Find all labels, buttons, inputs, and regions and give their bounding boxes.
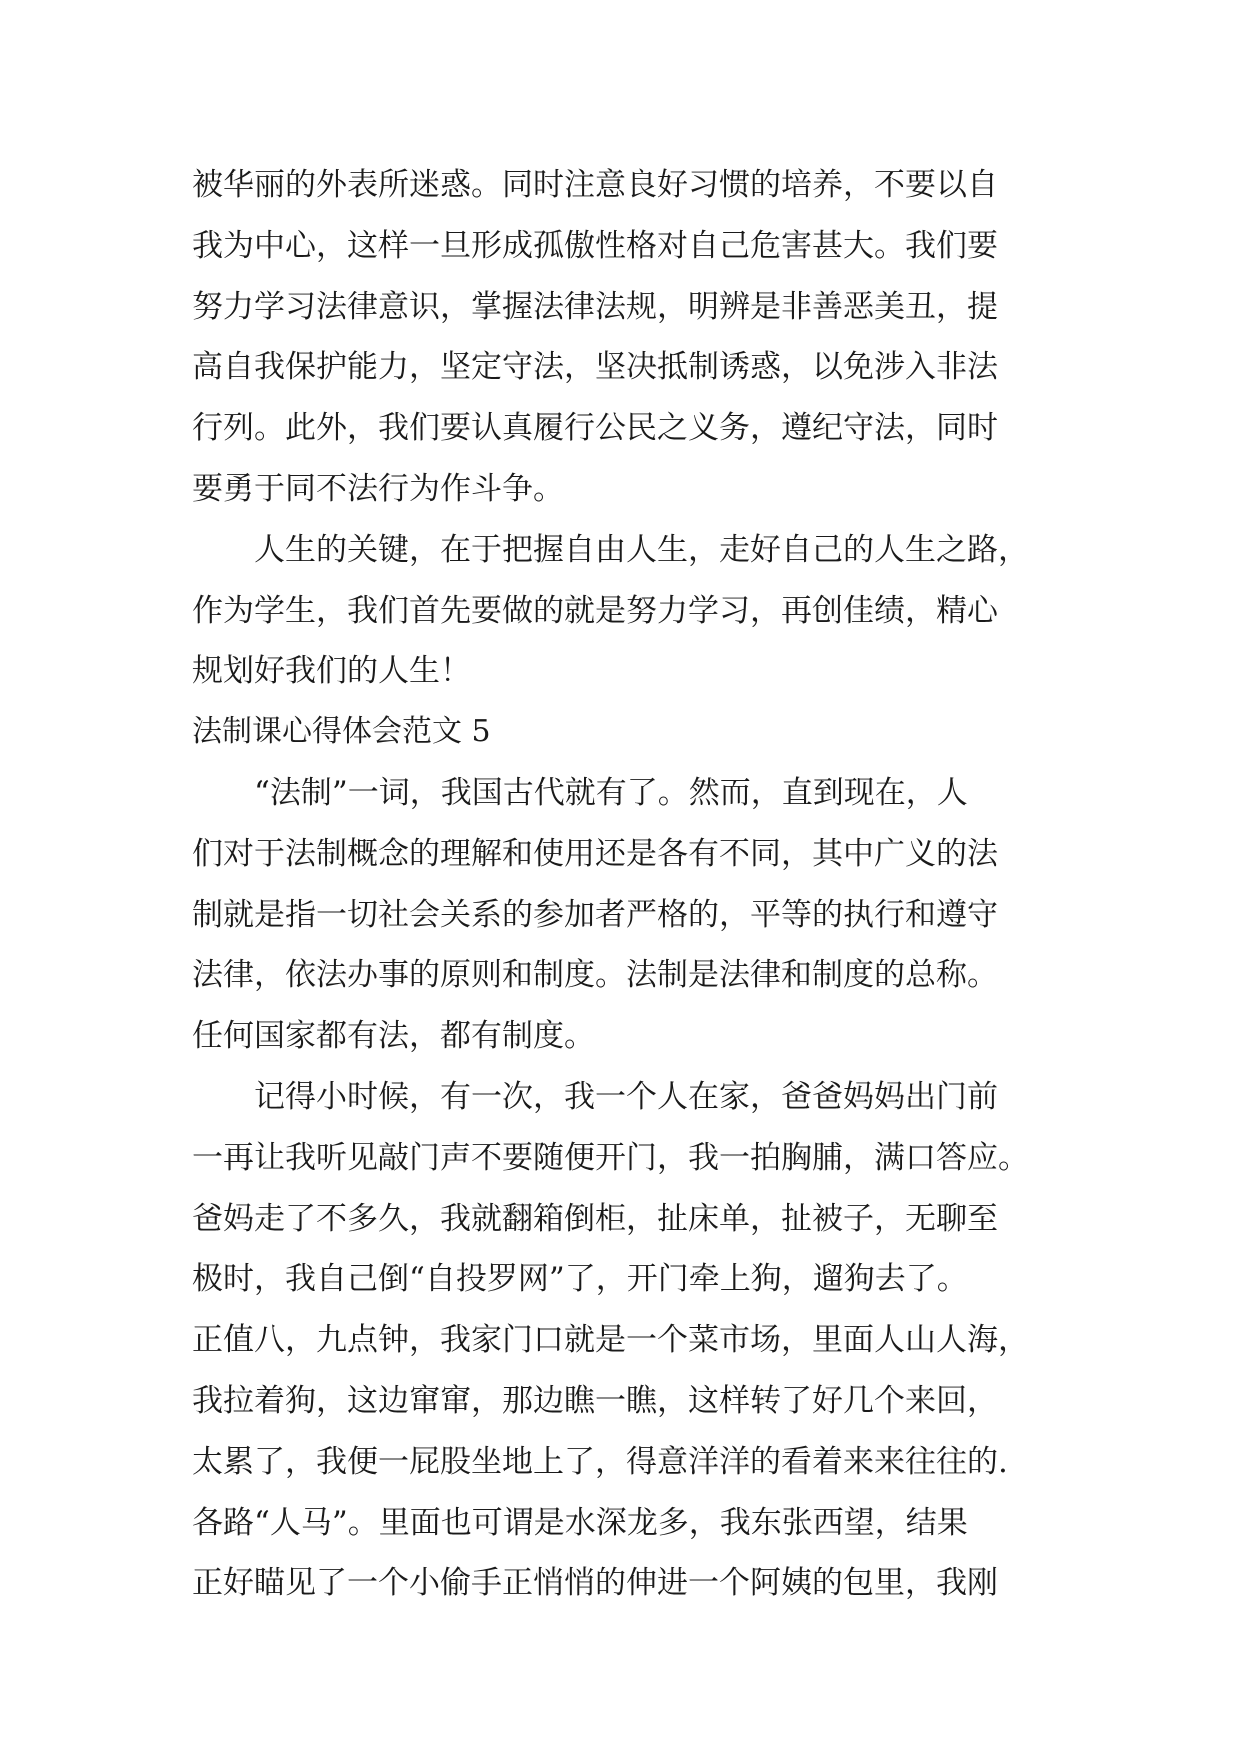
text-line: 太累了，我便一屁股坐地上了，得意洋洋的看着来来往往的. xyxy=(192,1443,1008,1480)
text-line: 正值八，九点钟，我家门口就是一个菜市场，里面人山人海， xyxy=(192,1322,1029,1359)
text-line: 要勇于同不法行为作斗争。 xyxy=(192,470,564,507)
paragraph-first-line: “法制”一词，我国古代就有了。然而，直到现在，人 xyxy=(254,774,968,811)
text-line: 任何国家都有法，都有制度。 xyxy=(192,1018,595,1055)
text-line: 制就是指一切社会关系的参加者严格的，平等的执行和遵守 xyxy=(192,896,998,933)
text-line: 努力学习法律意识，掌握法律法规，明辨是非善恶美丑，提 xyxy=(192,288,998,325)
text-line: 被华丽的外表所迷惑。同时注意良好习惯的培养，不要以自 xyxy=(192,167,998,203)
text-line: 我拉着狗，这边窜窜，那边瞧一瞧，这样转了好几个来回， xyxy=(192,1382,998,1419)
text-line: 法律，依法办事的原则和制度。法制是法律和制度的总称。 xyxy=(192,957,998,994)
section-heading: 法制课心得体会范文 5 xyxy=(192,714,491,750)
text-line: 极时，我自己倒“自投罗网”了，开门牵上狗，遛狗去了。 xyxy=(192,1261,968,1298)
text-line: 正好瞄见了一个小偷手正悄悄的伸进一个阿姨的包里，我刚 xyxy=(192,1565,998,1602)
text-line: 一再让我听见敲门声不要随便开门，我一拍胸脯，满口答应。 xyxy=(192,1139,1029,1176)
text-line: 规划好我们的人生！ xyxy=(192,653,471,690)
text-line: 高自我保护能力，坚定守法，坚决抵制诱惑，以免涉入非法 xyxy=(192,349,998,386)
document-body xyxy=(192,155,1062,1614)
text-line: 爸妈走了不多久，我就翻箱倒柜，扯床单，扯被子，无聊至 xyxy=(192,1200,998,1237)
text-line: 各路“人马”。里面也可谓是水深龙多，我东张西望，结果 xyxy=(192,1504,968,1541)
text-line: 作为学生，我们首先要做的就是努力学习，再创佳绩，精心 xyxy=(192,592,998,629)
text-line: 我为中心，这样一旦形成孤傲性格对自己危害甚大。我们要 xyxy=(192,227,998,264)
paragraph-first-line: 人生的关键，在于把握自由人生，走好自己的人生之路， xyxy=(254,531,1029,568)
text-line: 行列。此外，我们要认真履行公民之义务，遵纪守法，同时 xyxy=(192,410,998,447)
paragraph-first-line: 记得小时候，有一次，我一个人在家，爸爸妈妈出门前 xyxy=(254,1078,998,1115)
text-line: 们对于法制概念的理解和使用还是各有不同，其中广义的法 xyxy=(192,835,998,872)
